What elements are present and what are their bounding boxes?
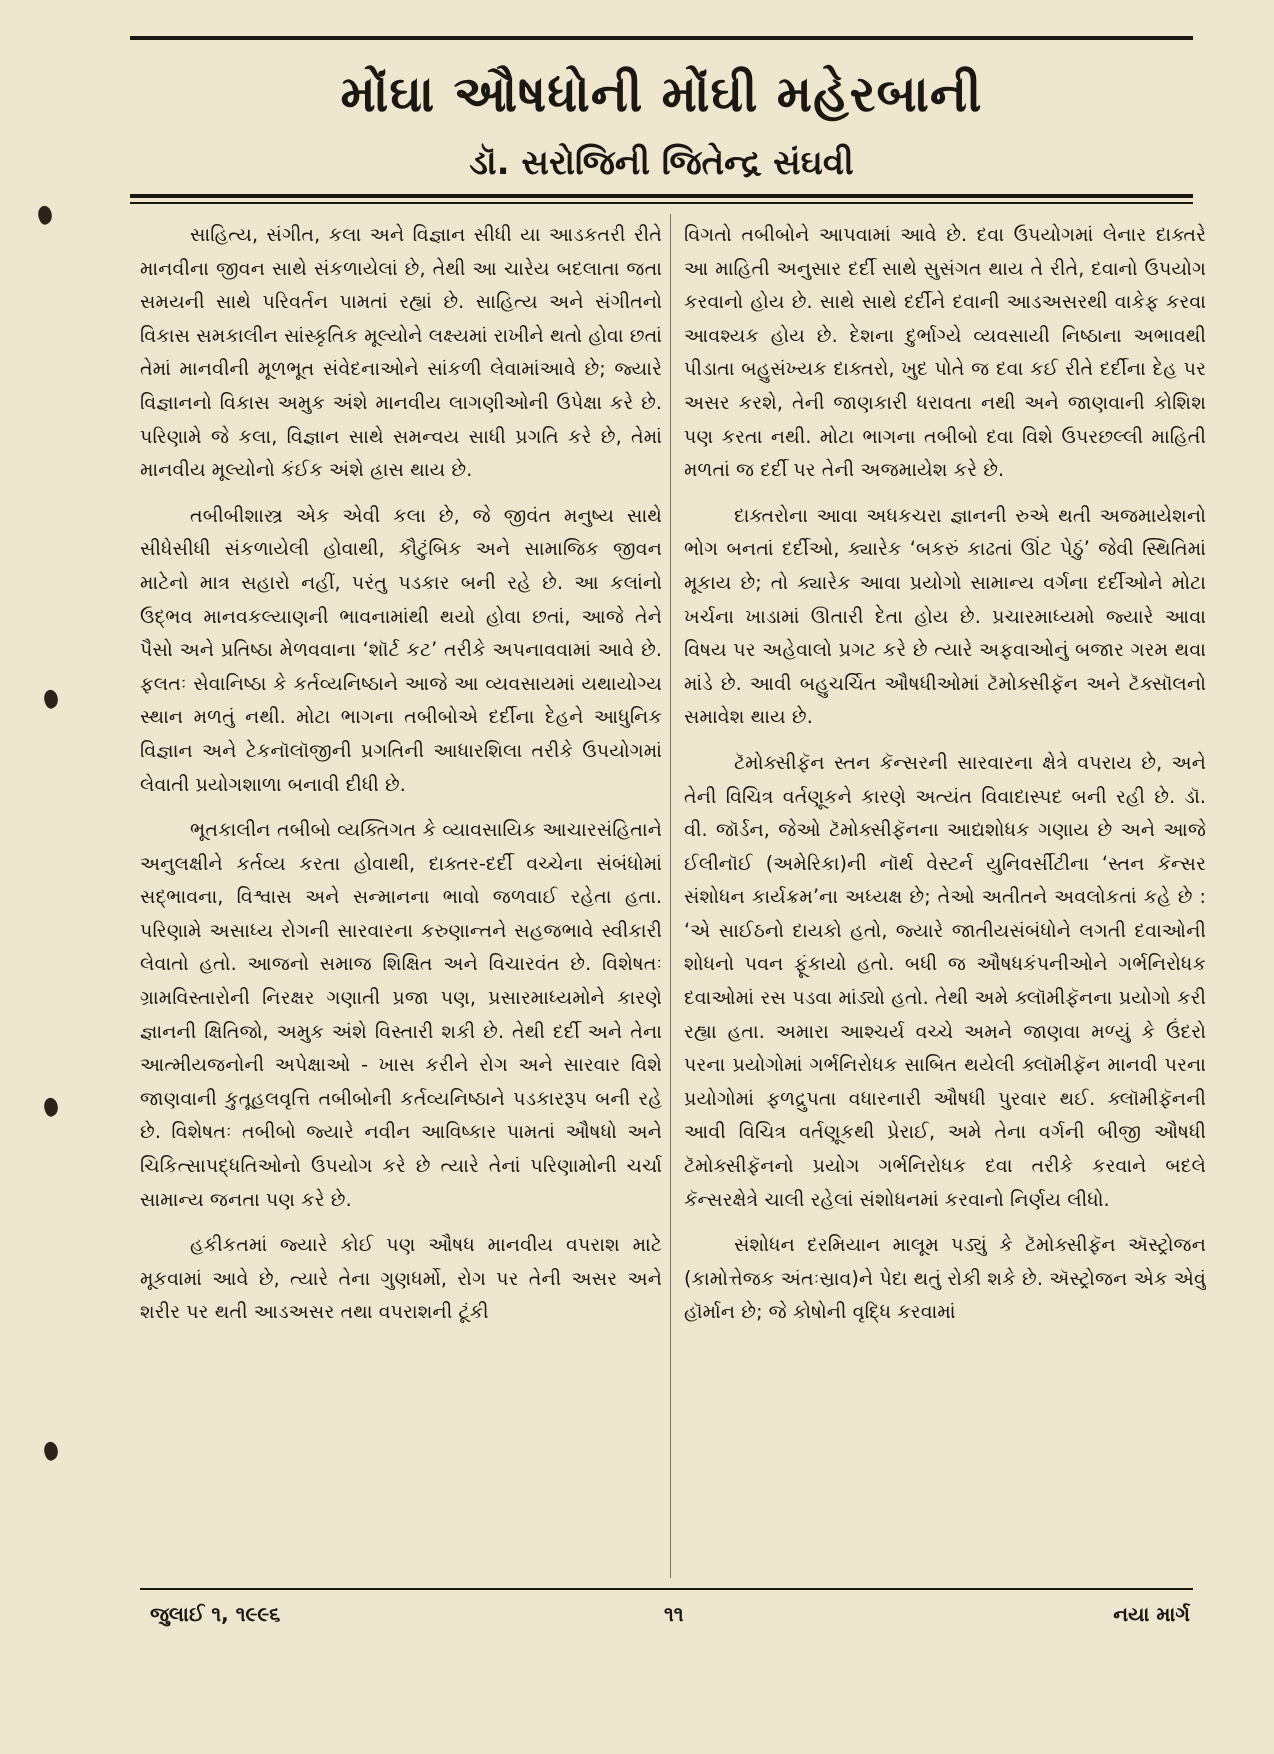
footer-rule	[140, 1588, 1193, 1590]
ink-mark	[41, 1440, 61, 1462]
ink-mark	[35, 204, 55, 226]
right-column	[684, 218, 1206, 1580]
ink-mark	[41, 1096, 61, 1118]
paragraph: સાહિત્ય, સંગીત, કલા અને વિજ્ઞાન સીધી યા આડકતરી રીતે માનવીના જીવન સાથે સંકળાયેલાં છે, તેથી આ ચારેય બદલાતા જતા સમયની સાથે પરિવર્તન પામતાં રહ્યાં છે. સાહિત્ય અને સંગીતનો વિકાસ સમકાલીન સાંસ્કૃતિક મૂલ્યોને લક્ષ્યમાં રાખીને થતો હોવા છતાં તેમાં માનવીની મૂળભૂત સંવેદનાઓને સાંકળી લેવામાંઆવે છે; જ્યારે વિજ્ઞાનનો વિકાસ અમુક અંશે માનવીય લાગણીઓની ઉપેક્ષા કરે છે. પરિણામે જે કલા, વિજ્ઞાન સાથે સમન્વય સાધી પ્રગતિ કરે છે, તેમાં માનવીય મૂલ્યોનો કંઈક અંશે હ્રાસ થાય છે.	[140, 223, 662, 482]
paragraph: તબીબીશાસ્ત્ર એક એવી કલા છે, જે જીવંત મનુષ્ય સાથે સીધેસીધી સંકળાયેલી હોવાથી, કૌટુંબિક અને સામાજિક જીવન માટેનો માત્ર સહારો નહીં, પરંતુ પડકાર બની રહે છે. આ કલાંનો ઉદ્ભવ માનવકલ્યાણની ભાવનામાંથી થયો હોવા છતાં, આજે તેને પૈસો અને પ્રતિષ્ઠા મેળવવાના ‘શૉર્ટ કટ’ તરીકે અપનાવવામાં આવે છે. ફલતઃ સેવાનિષ્ઠા કે કર્તવ્યનિષ્ઠાને આજે આ વ્યવસાયમાં યથાયોગ્ય સ્થાન મળતું નથી. મોટા ભાગના તબીબોએ દર્દીના દેહને આધુનિક વિજ્ઞાન અને ટેકનૉલૉજીની પ્રગતિની આધારશિલા તરીકે ઉપયોગમાં લેવાતી પ્રયોગશાળા બનાવી દીધી છે.	[140, 503, 662, 796]
paragraph: ટૅમોક્સીફૅન સ્તન કૅન્સરની સારવારના ક્ષેત્રે વપરાય છે, અને તેની વિચિત્ર વર્તણૂકને કારણે અત્યંત વિવાદાસ્પદ બની રહી છે. ડૉ. વી. જૉર્ડન, જેઓ ટૅમોક્સીફૅનના આદ્યશોધક ગણાય છે અને આજે ઈલીનૉઈ (અમેરિકા)ની નૉર્થ વેસ્ટર્ન યુનિવર્સીટીના ‘સ્તન કૅન્સર સંશોધન કાર્યક્રમ’ના અધ્યક્ષ છે; તેઓ અતીતને અવલોકતાં કહે છે : ‘એ સાઈઠનો દાયકો હતો, જ્યારે જાતીયસંબંધોને લગતી દવાઓની શોધનો પવન ફૂંકાયો હતો. બધી જ ઔષધકંપનીઓને ગર્ભનિરોધક દવાઓમાં રસ પડવા માંડ્યો હતો. તેથી અમે ક્લૉમીફૅનના પ્રયોગો કરી રહ્યા હતા. અમારા આશ્ચર્ય વચ્ચે અમને જાણવા મળ્યું કે ઉંદરો પરના પ્રયોગોમાં ગર્ભનિરોધક સાબિત થયેલી ક્લૉમીફૅન માનવી પરના પ્રયોગોમાં ફળદ્રુપતા વધારનારી ઔષધી પુરવાર થઈ. ક્લૉમીફૅનની આવી વિચિત્ર વર્તણૂકથી પ્રેરાઈ, અમે તેના વર્ગની બીજી ઔષધી ટૅમોક્સીફૅનનો પ્રયોગ ગર્ભનિરોધક દવા તરીકે કરવાને બદલે કૅન્સરક્ષેત્રે ચાલી રહેલાં સંશોધનમાં કરવાનો નિર્ણય લીધો.	[684, 750, 1206, 1211]
article-author: ડૉ. સરોજિની જિતેન્દ્ર સંઘવી	[469, 143, 854, 183]
paragraph: દાક્તરોના આવા અધકચરા જ્ઞાનની રુએ થતી અજમાયેશનો ભોગ બનતાં દર્દીઓ, ક્યારેક ‘બકરું કાઢતાં ઊંટ પેઠું’ જેવી સ્થિતિમાં મૂકાય છે; તો ક્યારેક આવા પ્રયોગો સામાન્ય વર્ગના દર્દીઓને મોટા ખર્ચના ખાડામાં ઊતારી દેતા હોય છે. પ્રચારમાધ્યમો જ્યારે આવા વિષય પર અહેવાલો પ્રગટ કરે છે ત્યારે અફવાઓનું બજાર ગરમ થવા માંડે છે. આવી બહુચર્ચિત ઔષધીઓમાં ટૅમોક્સીફૅન અને ટૅક્સૉલનો સમાવેશ થાય છે.	[684, 503, 1206, 729]
header-rule-thin	[130, 202, 1193, 204]
paragraph: વિગતો તબીબોને આપવામાં આવે છે. દવા ઉપયોગમાં લેનાર દાક્તરે આ માહિતી અનુસાર દર્દી સાથે સુસંગત થાય તે રીતે, દવાનો ઉપયોગ કરવાનો હોય છે. સાથે સાથે દર્દીને દવાની આડઅસરથી વાકેફ કરવા આવશ્યક હોય છે. દેશના દુર્ભાગ્યે વ્યવસાયી નિષ્ઠાના અભાવથી પીડાતા બહુસંખ્યક દાક્તરો, ખુદ પોતે જ દવા કઈ રીતે દર્દીના દેહ પર અસર કરશે, તેની જાણકારી ધરાવતા નથી અને જાણવાની કોશિશ પણ કરતા નથી. મોટા ભાગના તબીબો દવા વિશે ઉપરછલ્લી માહિતી મળતાં જ દર્દી પર તેની અજમાયેશ કરે છે.	[684, 223, 1206, 482]
article-title: મોંઘા ઔષધોની મોંઘી મહેરબાની	[340, 65, 983, 123]
left-column	[140, 218, 662, 1580]
paragraph: ભૂતકાલીન તબીબો વ્યક્તિગત કે વ્યાવસાયિક આચારસંહિતાને અનુલક્ષીને કર્તવ્ય કરતા હોવાથી, દાક્તર-દર્દી વચ્ચેના સંબંધોમાં સદ્ભાવના, વિશ્વાસ અને સન્માનના ભાવો જળવાઈ રહેતા હતા. પરિણામે અસાધ્ય રોગની સારવારના કરુણાન્તને સહજભાવે સ્વીકારી લેવાતો હતો. આજનો સમાજ શિક્ષિત અને વિચારવંત છે. વિશેષતઃ ગ્રામવિસ્તારોની નિરક્ષર ગણાતી પ્રજા પણ, પ્રસારમાધ્યમોને કારણે જ્ઞાનની ક્ષિતિજો, અમુક અંશે વિસ્તારી શકી છે. તેથી દર્દી અને તેના આત્મીયજનોની અપેક્ષાઓ - ખાસ કરીને રોગ અને સારવાર વિશે જાણવાની કુતૂહલવૃત્તિ તબીબોની કર્તવ્યનિષ્ઠાને પડકારરૂપ બની રહે છે. વિશેષતઃ તબીબો જ્યારે નવીન આવિષ્કાર પામતાં ઔષધો અને ચિકિત્સાપદ્ધતિઓનો ઉપયોગ કરે છે ત્યારે તેનાં પરિણામોની ચર્ચા સામાન્ય જનતા પણ કરે છે.	[140, 818, 662, 1211]
paragraph: સંશોધન દરમિયાન માલૂમ પડ્યું કે ટૅમોક્સીફૅન ઍસ્ટ્રોજન (કામોત્તેજક અંતઃસ્રાવ)ને પેદા થતું રોકી શકે છે. ઍસ્ટ્રોજન એક એવું હૉર્માન છે; જે કોષોની વૃદ્ધિ કરવામાં	[684, 1233, 1206, 1324]
paragraph: હકીકતમાં જ્યારે કોઈ પણ ઔષધ માનવીય વપરાશ માટે મૂકવામાં આવે છે, ત્યારે તેના ગુણધર્મો, રોગ પર તેની અસર અને શરીર પર થતી આડઅસર તથા વપરાશની ટૂંકી	[140, 1233, 662, 1324]
header-rule-thick	[130, 194, 1193, 198]
ink-mark	[41, 688, 61, 710]
footer-page-number: ૧૧	[664, 1602, 684, 1626]
footer-date: જુલાઈ ૧, ૧૯૯૬	[150, 1602, 281, 1626]
column-divider	[670, 214, 671, 1578]
top-rule	[130, 36, 1193, 40]
footer-publication: નયા માર્ગ	[1113, 1602, 1190, 1626]
